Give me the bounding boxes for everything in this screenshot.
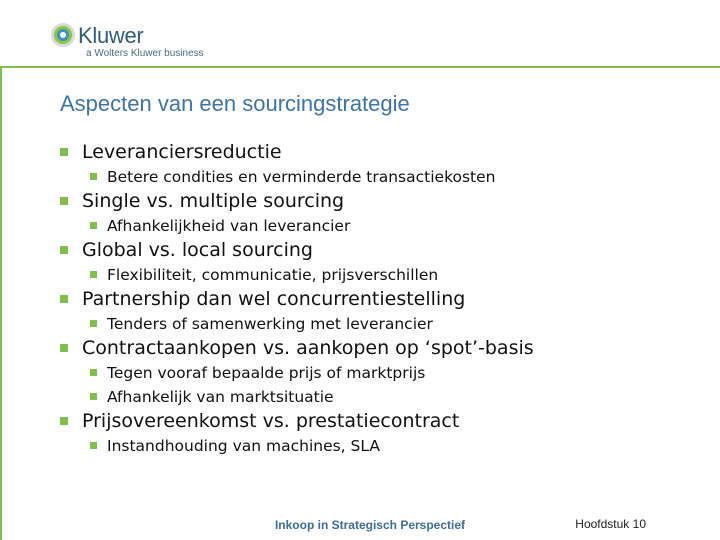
square-bullet-icon bbox=[60, 197, 68, 205]
sub-bullet-item bbox=[60, 434, 700, 458]
bullet-text: Leveranciersreductie bbox=[82, 141, 282, 163]
footer-chapter: Hoofdstuk 10 bbox=[575, 517, 646, 531]
bullet-text: Partnership dan wel concurrentiestelling bbox=[82, 288, 466, 310]
sub-bullet-item bbox=[60, 385, 700, 409]
bullet-item bbox=[60, 189, 700, 214]
square-bullet-icon bbox=[90, 173, 97, 180]
bullet-text: Global vs. local sourcing bbox=[82, 239, 313, 261]
sub-bullet-text: Flexibiliteit, communicatie, prijsverschillen bbox=[107, 266, 439, 284]
sub-bullet-item bbox=[60, 312, 700, 336]
slide-title: Aspecten van een sourcingstrategie bbox=[60, 91, 410, 116]
sub-bullet-text: Betere condities en verminderde transactiekosten bbox=[107, 168, 496, 186]
sub-bullet-text: Tegen vooraf bepaalde prijs of marktprijs bbox=[107, 364, 426, 382]
bullet-item bbox=[60, 287, 700, 312]
logo-name: Kluwer bbox=[78, 23, 144, 48]
square-bullet-icon bbox=[60, 344, 68, 352]
bullet-list bbox=[60, 140, 700, 458]
bullet-text: Contractaankopen vs. aankopen op ‘spot’-basis bbox=[82, 337, 534, 359]
bullet-text: Prijsovereenkomst vs. prestatiecontract bbox=[82, 410, 460, 432]
sub-bullet-item bbox=[60, 361, 700, 385]
square-bullet-icon bbox=[60, 148, 68, 156]
square-bullet-icon bbox=[60, 246, 68, 254]
bullet-item bbox=[60, 336, 700, 361]
sub-bullet-text: Instandhouding van machines, SLA bbox=[107, 437, 380, 455]
sub-bullet-text: Afhankelijkheid van leverancier bbox=[107, 217, 351, 235]
kluwer-globe-icon bbox=[50, 22, 76, 48]
bullet-text: Single vs. multiple sourcing bbox=[82, 190, 345, 212]
sub-bullet-item bbox=[60, 165, 700, 189]
bullet-item bbox=[60, 140, 700, 165]
sub-bullet-text: Tenders of samenwerking met leverancier bbox=[107, 315, 433, 333]
square-bullet-icon bbox=[90, 271, 97, 278]
square-bullet-icon bbox=[90, 369, 97, 376]
square-bullet-icon bbox=[90, 442, 97, 449]
square-bullet-icon bbox=[60, 295, 68, 303]
square-bullet-icon bbox=[90, 320, 97, 327]
sub-bullet-text: Afhankelijk van marktsituatie bbox=[107, 388, 334, 406]
logo-tagline: a Wolters Kluwer business bbox=[86, 48, 204, 59]
kluwer-logo bbox=[50, 20, 220, 62]
footer-course-title: Inkoop in Strategisch Perspectief bbox=[274, 518, 466, 532]
bullet-item bbox=[60, 409, 700, 434]
square-bullet-icon bbox=[90, 222, 97, 229]
sub-bullet-item bbox=[60, 263, 700, 287]
sub-bullet-item bbox=[60, 214, 700, 238]
square-bullet-icon bbox=[60, 417, 68, 425]
bullet-item bbox=[60, 238, 700, 263]
square-bullet-icon bbox=[90, 393, 97, 400]
